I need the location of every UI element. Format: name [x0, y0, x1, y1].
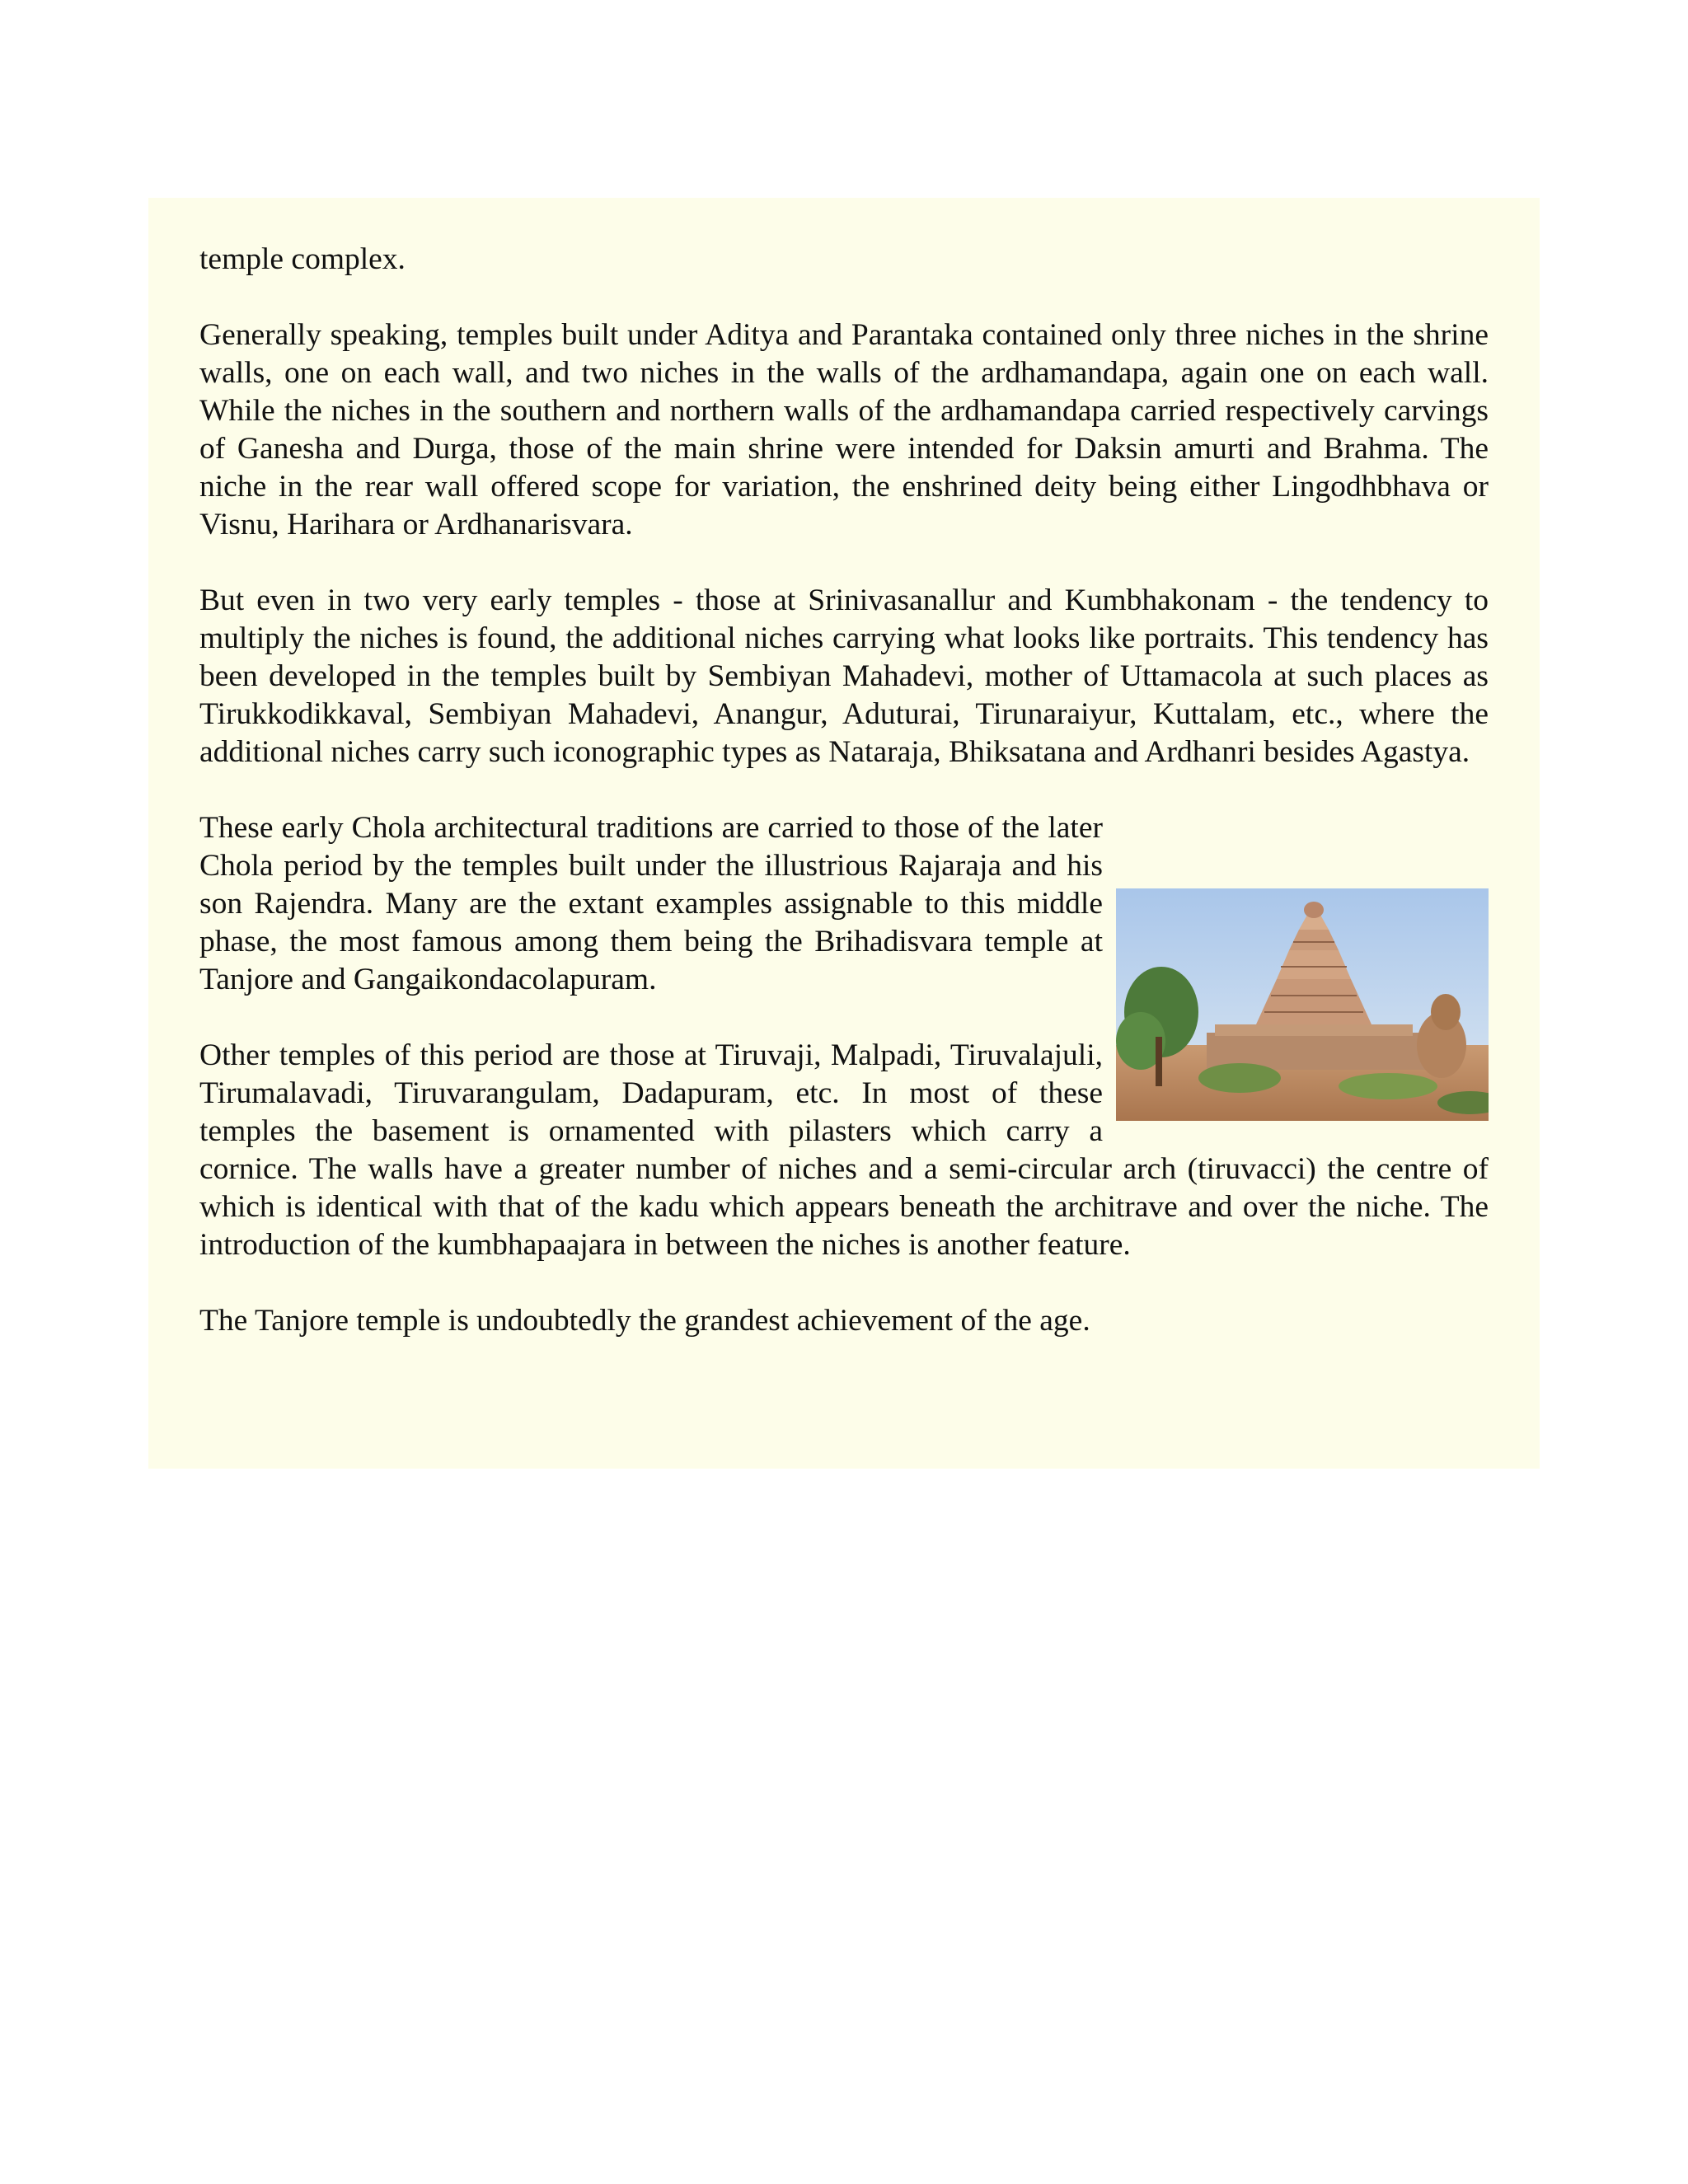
temple-photo: [1116, 888, 1489, 1121]
document-panel: [148, 198, 1540, 1469]
paragraph-intro: temple complex.: [199, 242, 406, 276]
paragraph-niches: Generally speaking, temples built under Aditya and Parantaka contained only three niches in the shrine walls, one on each wall, and two niches in the walls of the ardhamandapa, again one on each wall. While the niches in the southern and northern walls of the ardhamandapa carried respectively carvings of Ganesha and Durga, those of the main shrine were intended for Daksin amurti and Brahma. The niche in the rear wall offered scope for variation, the enshrined deity being either Lingodhbhava or Visnu, Harihara or Ardhanarisvara.: [199, 318, 1489, 541]
paragraph-other-temples: Other temples of this period are those at Tiruvaji, Malpadi, Tiruvalajuli, Tirumalavadi, Tiruvarangulam, Dadapuram, etc. In most of these temples the basement is ornamented with pilasters which carry a cornice. The walls have a greater number of niches and a semi-circular arch (tiruvacci) the centre of which is identical with that of the kadu which appears beneath the architrave and over the niche. The introduction of the kumbhapaajara in between the niches is another feature.: [199, 1038, 1489, 1262]
paragraph-tanjore: The Tanjore temple is undoubtedly the grandest achievement of the age.: [199, 1304, 1090, 1338]
paragraph-block-with-figure: [199, 809, 1489, 1302]
paragraph-middle-phase: These early Chola architectural traditions are carried to those of the later Chola period by the temples built under the illustrious Rajaraja and his son Rajendra. Many are the extant examples assignable to this middle phase, the most famous among them being the Brihadisvara temple at Tanjore and Gangaikondacolapuram.: [199, 811, 1103, 996]
paragraph-early-temples: But even in two very early temples - those at Srinivasanallur and Kumbhakonam - the tendency to multiply the niches is found, the additional niches carrying what looks like portraits. This tendency has been developed in the temples built by Sembiyan Mahadevi, mother of Uttamacola at such places as Tirukkodikkaval, Sembiyan Mahadevi, Anangur, Aduturai, Tirunaraiyur, Kuttalam, etc., where the additional niches carry such iconographic types as Nataraja, Bhiksatana and Ardhanri besides Agastya.: [199, 583, 1489, 769]
